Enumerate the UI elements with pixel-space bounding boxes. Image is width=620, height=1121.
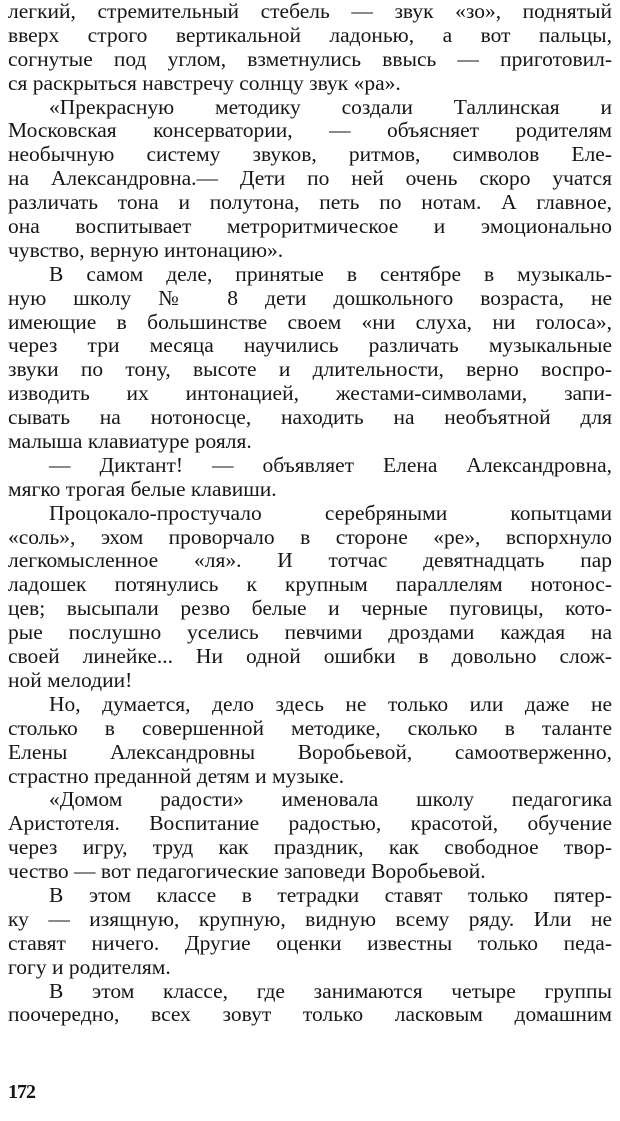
page-number: 172	[8, 1081, 35, 1103]
text-line: — Диктант! — объявляет Елена Александровна,	[49, 453, 612, 477]
text-line: ставят ничего. Другие оценки известны только педа-	[8, 931, 612, 955]
text-line: согнутые под углом, взметнулись ввысь — приготовил-	[8, 47, 612, 71]
text-line: гогу и родителям.	[8, 955, 171, 979]
text-line: изводить их интонацией, жестами-символами, запи-	[8, 382, 612, 406]
text-line: «Домом радости» именовала школу педагогика	[49, 788, 612, 812]
text-line: своей линейке... Ни одной ошибки в довольно слож-	[8, 645, 612, 669]
text-line: через игру, труд как праздник, как свободное твор-	[8, 836, 612, 860]
text-line: В этом классе, где занимаются четыре группы	[49, 979, 612, 1003]
text-line: чувство, верную интонацию».	[8, 238, 284, 262]
text-line: Аристотеля. Воспитание радостью, красотой, обучение	[8, 812, 612, 836]
text-line: звуки по тону, высоте и длительности, верно воспро-	[8, 358, 612, 382]
text-line: Елены Александровны Воробьевой, самоотверженно,	[8, 740, 612, 764]
text-line: «Прекрасную методику создали Таллинская и	[49, 95, 612, 119]
text-line: ной мелодии!	[8, 668, 133, 692]
text-line: В самом деле, принятые в сентябре в музыкаль-	[49, 262, 612, 286]
text-line: чество — вот педагогические заповеди Воробьевой.	[8, 860, 486, 884]
text-line: ся раскрыться навстречу солнцу звук «ра».	[8, 71, 401, 95]
text-line: легкомысленное «ля». И тотчас девятнадцать пар	[8, 549, 612, 573]
text-line: Процокало-простучало серебряными копытцами	[49, 501, 612, 525]
text-line: страстно преданной детям и музыке.	[8, 764, 345, 788]
text-line: малыша клавиатуре рояля.	[8, 430, 252, 454]
text-line: необычную систему звуков, ритмов, символов Еле-	[8, 143, 612, 167]
text-line: она воспитывает метроритмическое и эмоционально	[8, 215, 612, 239]
text-line: легкий, стремительный стебель — звук «зо», поднятый	[8, 0, 612, 23]
text-line: рые послушно уселись певчими дроздами каждая на	[8, 621, 612, 645]
text-line: различать тона и полутона, петь по нотам. А главное,	[8, 191, 612, 215]
text-line: поочередно, всех зовут только ласковым домашним	[8, 1003, 612, 1027]
text-line: Московская консерватории, — объясняет родителям	[8, 119, 612, 143]
text-line: вверх строго вертикальной ладонью, а вот пальцы,	[8, 23, 612, 47]
text-line: столько в совершенной методике, сколько в таланте	[8, 716, 612, 740]
text-line: В этом классе в тетрадки ставят только пятер-	[49, 883, 612, 907]
page-body	[8, 0, 612, 1027]
text-line: Но, думается, дело здесь не только или даже не	[49, 692, 612, 716]
text-line: ку — изящную, крупную, видную всему ряду. Или не	[8, 907, 612, 931]
text-line: ладошек потянулись к крупным параллелям нотонос-	[8, 573, 612, 597]
text-line: на Александровна.— Дети по ней очень скоро учатся	[8, 167, 612, 191]
text-line: имеющие в большинстве своем «ни слуха, ни голоса»,	[8, 310, 612, 334]
text-line: мягко трогая белые клавиши.	[8, 477, 277, 501]
text-line: «соль», эхом проворчало в стороне «ре», вспорхнуло	[8, 525, 612, 549]
text-line: ную школу № 8 дети дошкольного возраста, не	[8, 286, 612, 310]
text-line: через три месяца научились различать музыкальные	[8, 334, 612, 358]
text-line: сывать на нотоносце, находить на необъятной для	[8, 406, 612, 430]
text-line: цев; высыпали резво белые и черные пуговицы, кото-	[8, 597, 612, 621]
